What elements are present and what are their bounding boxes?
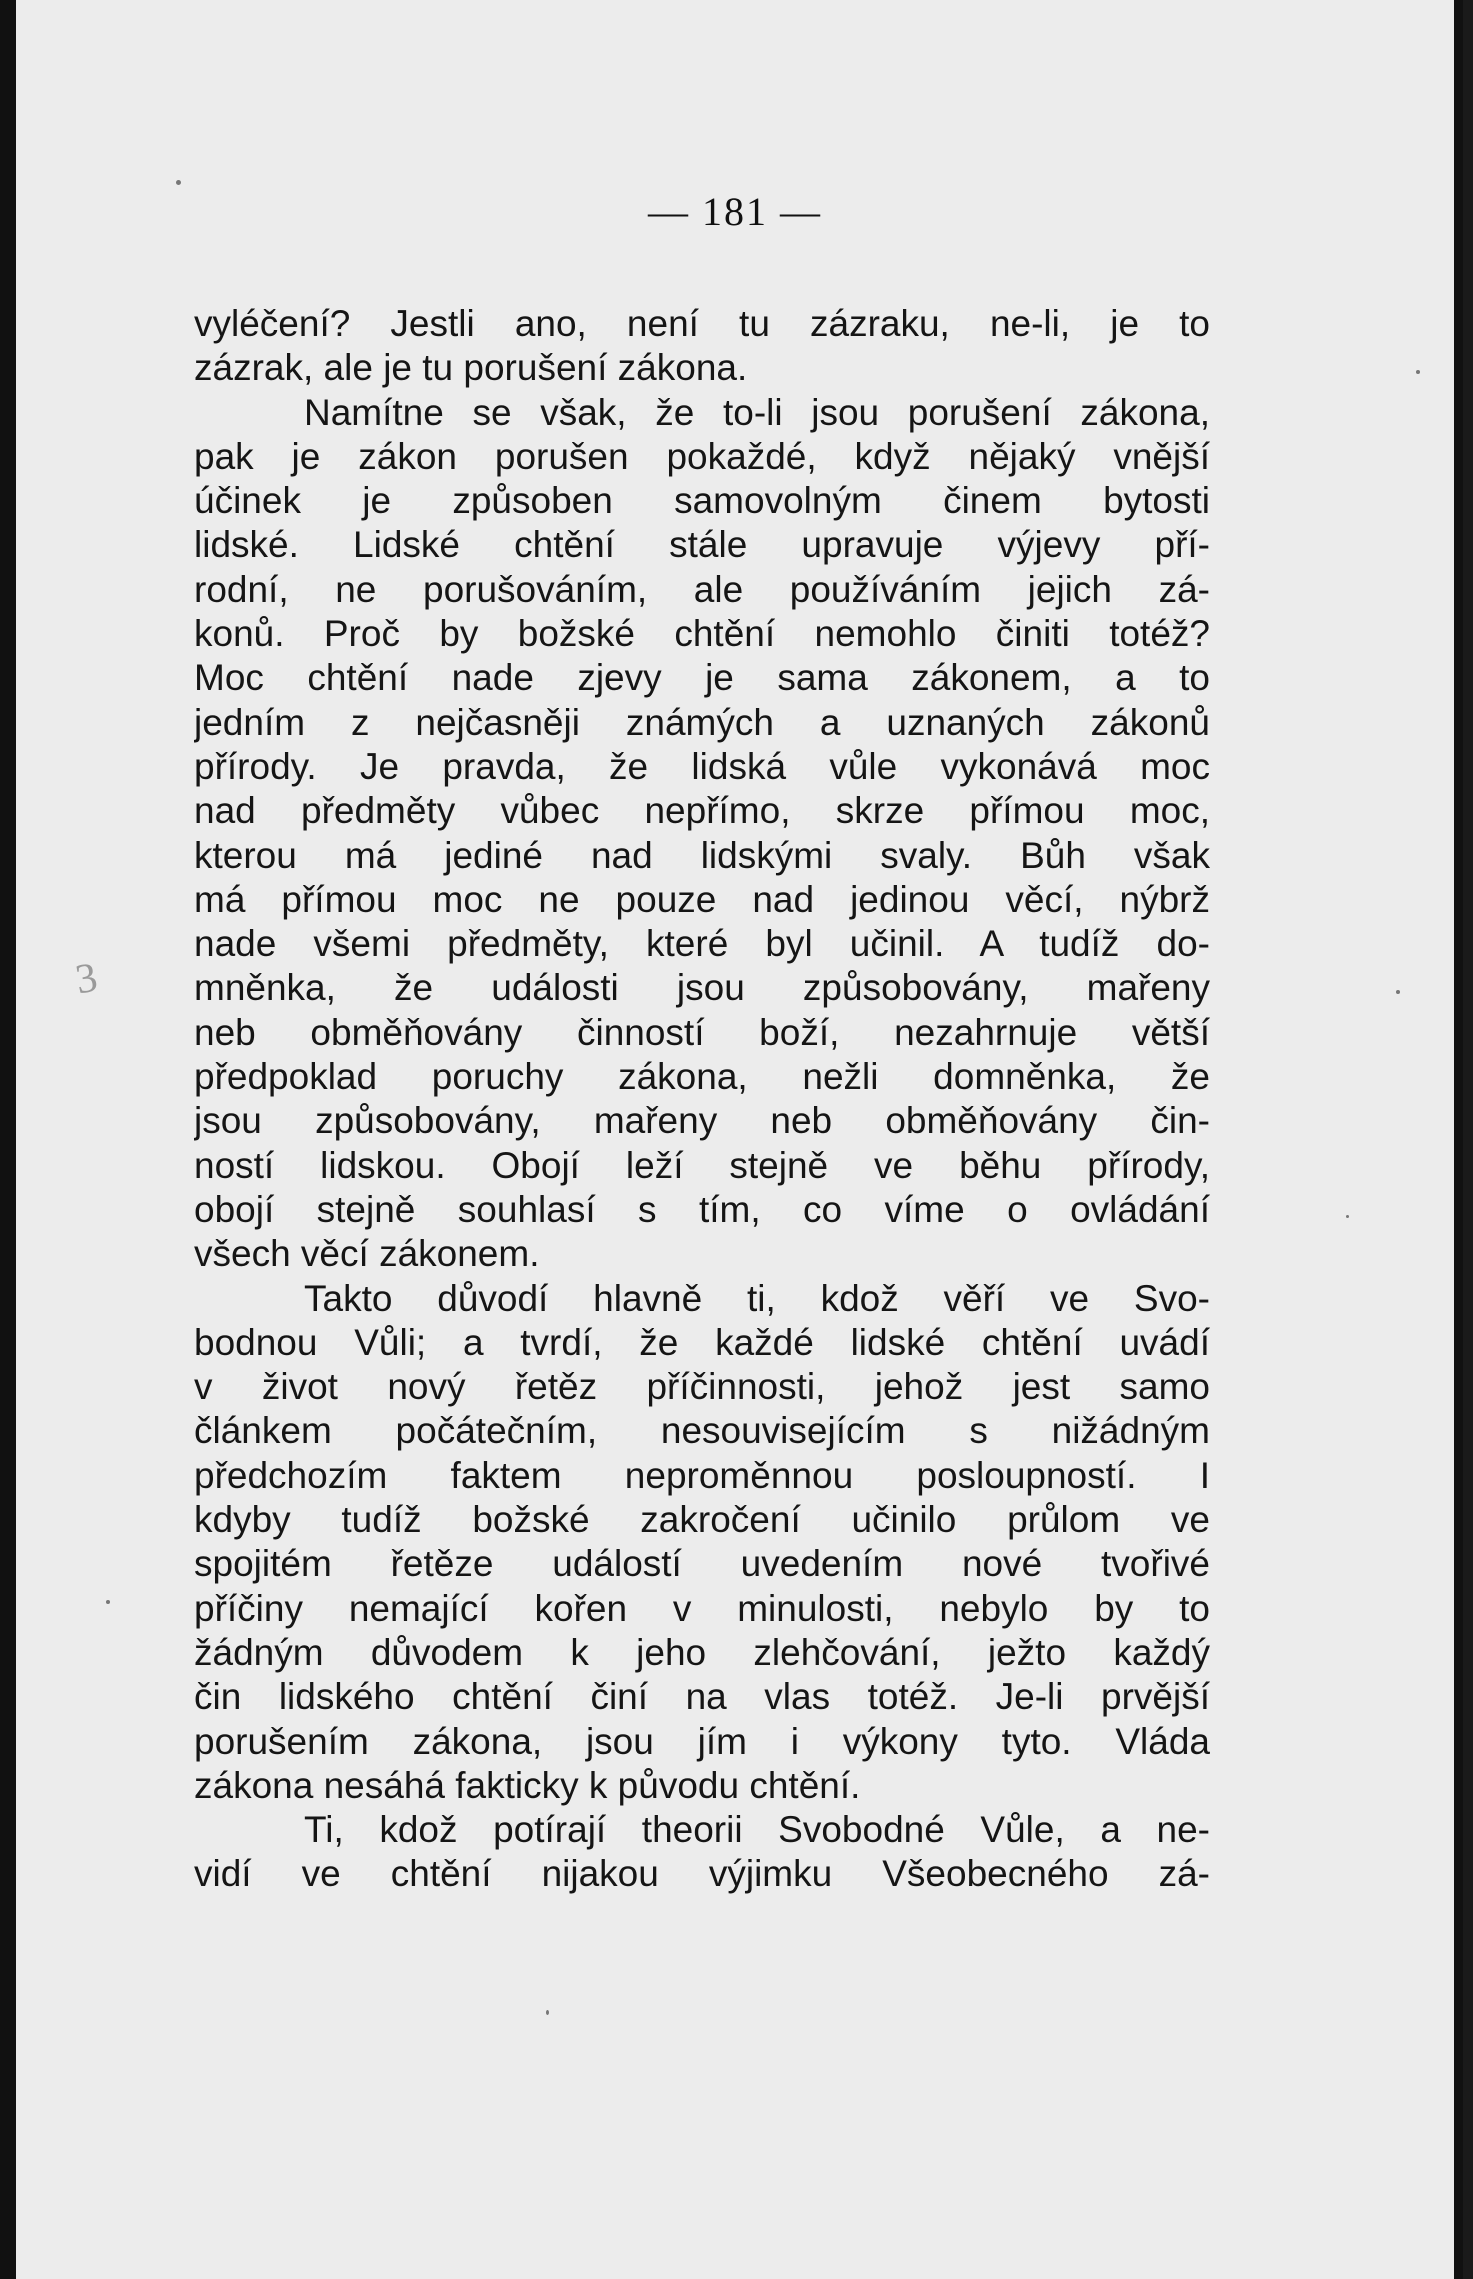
text-line: Ti, kdož potírají theorii Svobodné Vůle, a ne- — [304, 1809, 1210, 1851]
text-line: kdyby tudíž božské zakročení učinilo průlom ve — [194, 1499, 1210, 1541]
text-line: zázrak, ale je tu porušení zákona. — [194, 347, 748, 389]
text-line: příčiny nemající kořen v minulosti, nebylo by to — [194, 1587, 1210, 1629]
text-line: porušením zákona, jsou jím i výkony tyto. Vláda — [194, 1720, 1210, 1762]
text-line: lidské. Lidské chtění stále upravuje výjevy pří- — [194, 524, 1210, 566]
text-line: nade všemi předměty, které byl učinil. A tudíž do- — [194, 923, 1210, 965]
body-text — [194, 302, 1210, 1897]
text-line: Takto důvodí hlavně ti, kdož věří ve Svo- — [304, 1277, 1210, 1319]
text-line: Moc chtění nade zjevy je sama zákonem, a to — [194, 657, 1210, 699]
book-page — [16, 0, 1454, 2279]
text-line: ností lidskou. Obojí leží stejně ve běhu přírody, — [194, 1144, 1210, 1186]
text-line: zákona nesáhá fakticky k původu chtění. — [194, 1764, 861, 1806]
scan-speck — [106, 1600, 110, 1604]
text-line: článkem počátečním, nesouvisejícím s nižádným — [194, 1410, 1210, 1452]
text-line: účinek je způsoben samovolným činem bytosti — [194, 480, 1210, 522]
text-line: spojitém řetěze událostí uvedením nové tvořivé — [194, 1543, 1210, 1585]
text-line: předchozím faktem neproměnnou posloupností. I — [194, 1454, 1210, 1496]
text-line: má přímou moc ne pouze nad jedinou věcí, nýbrž — [194, 878, 1210, 920]
page-number: — 181 — — [648, 189, 822, 234]
text-line: Namítne se však, že to-li jsou porušení zákona, — [304, 391, 1210, 433]
text-line: čin lidského chtění činí na vlas totéž. Je-li prvější — [194, 1676, 1210, 1718]
text-line: neb obměňovány činností boží, nezahrnuje větší — [194, 1011, 1210, 1053]
text-line: vyléčení? Jestli ano, není tu zázraku, ne-li, je to — [194, 303, 1210, 344]
scan-speck — [176, 180, 181, 185]
text-line: přírody. Je pravda, že lidská vůle vykonává moc — [194, 745, 1210, 787]
text-line: jedním z nejčasněji známých a uznaných zákonů — [194, 701, 1210, 743]
text-line: nad předměty vůbec nepřímo, skrze přímou moc, — [194, 790, 1210, 832]
text-line: kterou má jediné nad lidskými svaly. Bůh však — [194, 834, 1210, 876]
margin-pencil-mark: 3 — [72, 954, 101, 1004]
text-line: mněnka, že události jsou způsobovány, mařeny — [194, 967, 1210, 1009]
scan-speck — [1416, 370, 1420, 374]
text-line: pak je zákon porušen pokaždé, když nějaký vnější — [194, 435, 1210, 477]
text-line: předpoklad poruchy zákona, nežli domněnka, že — [194, 1056, 1210, 1098]
text-line: obojí stejně souhlasí s tím, co víme o ovládání — [194, 1188, 1210, 1230]
text-line: žádným důvodem k jeho zlehčování, ježto každý — [194, 1631, 1210, 1673]
scan-speck — [1346, 1215, 1349, 1218]
text-line: konů. Proč by božské chtění nemohlo činiti totéž? — [194, 613, 1210, 655]
text-line: jsou způsobovány, mařeny neb obměňovány čin- — [194, 1100, 1210, 1142]
scan-speck — [1396, 990, 1400, 994]
scan-speck — [546, 2010, 549, 2015]
text-line: všech věcí zákonem. — [194, 1233, 540, 1275]
text-line: rodní, ne porušováním, ale používáním jejich zá- — [194, 568, 1210, 610]
text-line: vidí ve chtění nijakou výjimku Všeobecného zá- — [194, 1853, 1210, 1895]
text-line: bodnou Vůli; a tvrdí, že každé lidské chtění uvádí — [194, 1321, 1210, 1363]
text-line: v život nový řetěz příčinnosti, jehož jest samo — [194, 1366, 1210, 1408]
scan-border — [1463, 0, 1473, 2279]
